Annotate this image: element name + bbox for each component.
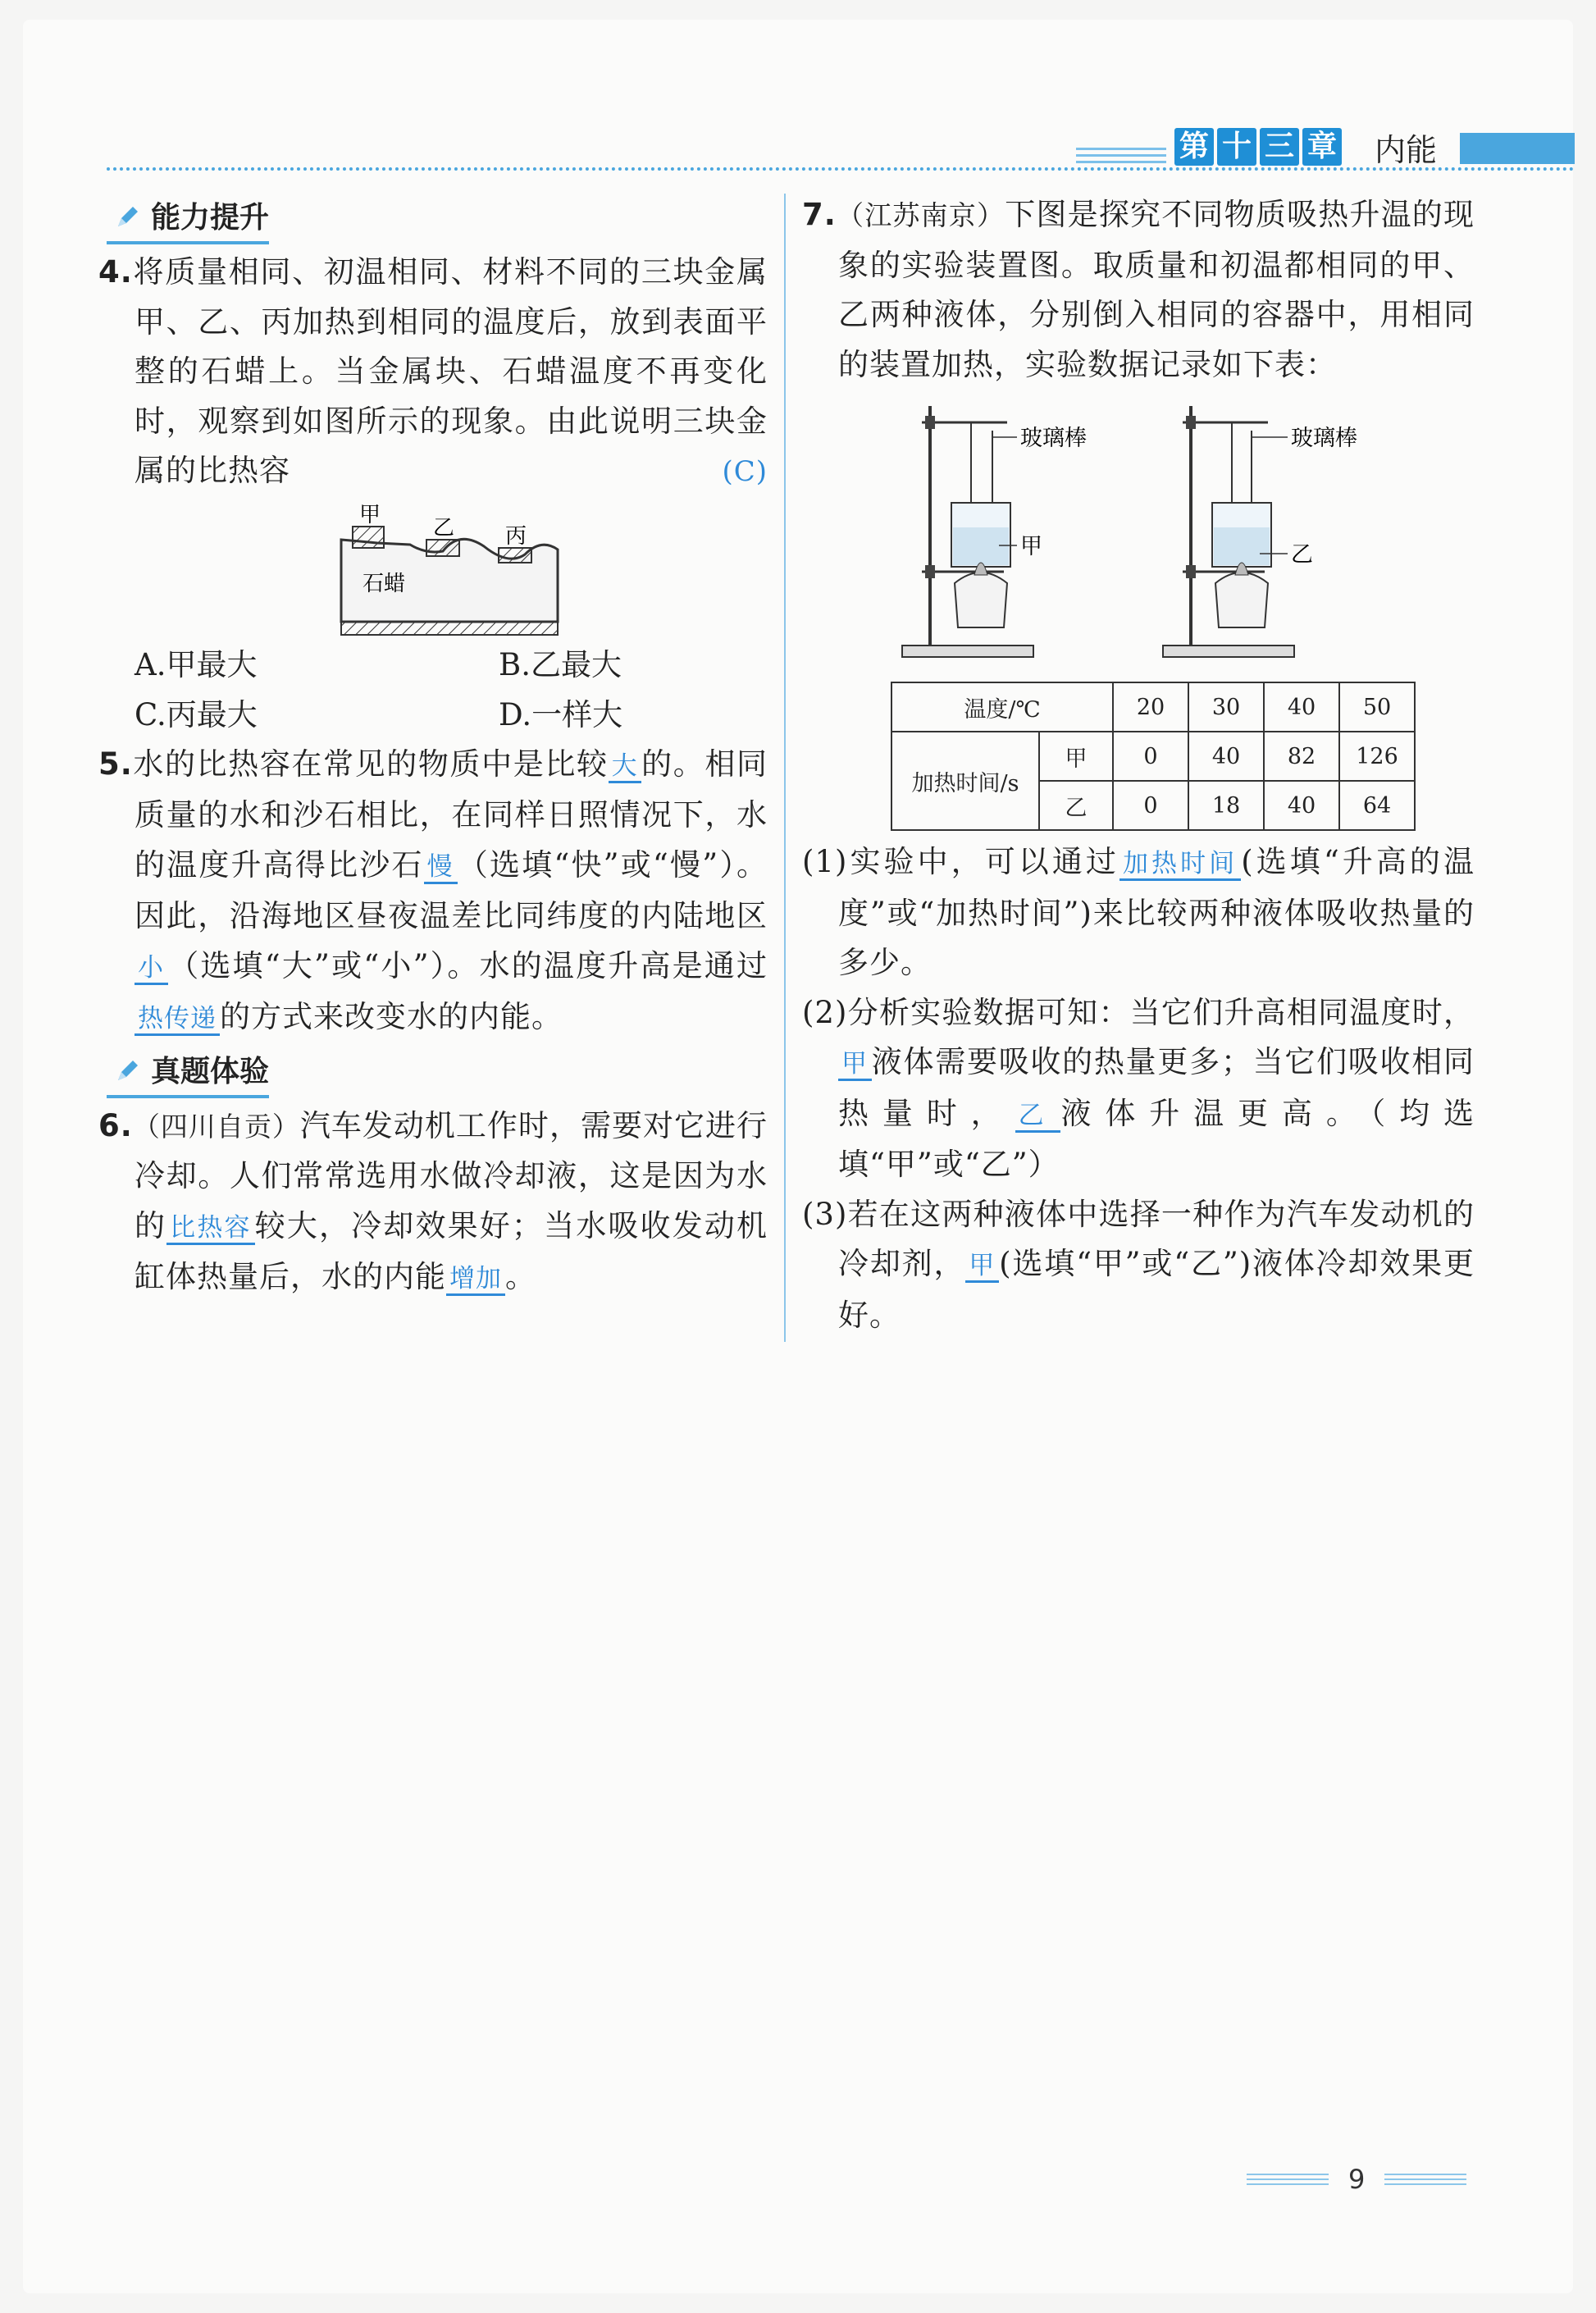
question-text: 将质量相同、初温相同、材料不同的三块金属甲、乙、丙加热到相同的温度后，放到表面平整的石蜡上。当金属块、石蜡温度不再变化时，观察到如图所示的现象。由此说明三块金属的比热容 — [132, 254, 768, 488]
question-source: （四川自贡） — [132, 1110, 300, 1143]
footer-decoration-left — [1247, 2170, 1329, 2188]
answer-blank: 热传递 — [135, 1004, 220, 1036]
question-4 — [98, 248, 768, 496]
chapter-char: 第 — [1174, 128, 1214, 166]
label-jia: 甲 — [359, 502, 381, 527]
question-7-part-1 — [802, 837, 1475, 988]
option-a: A.甲最大 — [135, 646, 258, 682]
answer-choice: C — [733, 455, 756, 488]
answer-bracket — [722, 446, 768, 497]
section-title-ability — [107, 195, 269, 244]
chapter-label — [1174, 128, 1342, 166]
table-sub-label: 甲 — [1039, 732, 1113, 781]
apparatus-yi — [1163, 406, 1357, 657]
footer-decoration-right — [1384, 2170, 1466, 2188]
paren-close: ) — [755, 455, 768, 488]
glass-rod-label: 玻璃棒 — [1020, 426, 1087, 451]
question-text: 的方式来改变水的内能。 — [220, 999, 563, 1034]
question-5 — [98, 740, 768, 1044]
question-6 — [98, 1102, 768, 1304]
metal-block-yi — [426, 540, 459, 556]
apparatus-jia — [902, 406, 1087, 657]
question-7 — [802, 190, 1475, 390]
label-bing: 丙 — [505, 523, 527, 549]
table-cell: 126 — [1339, 732, 1415, 781]
liquid-label-jia: 甲 — [1020, 534, 1042, 559]
glass-rod-label: 玻璃棒 — [1291, 426, 1357, 451]
table-cell: 82 — [1264, 732, 1339, 781]
question-number: 7. — [802, 197, 837, 232]
table-row-label: 加热时间/s — [891, 732, 1039, 830]
answer-blank: 增加 — [446, 1264, 505, 1296]
left-column — [98, 190, 768, 1304]
right-column — [802, 190, 1475, 1340]
header-accent-bar — [1460, 133, 1575, 164]
answer-blank: 大 — [609, 751, 642, 783]
question-text: 液体升温更高。（均选填“甲”或“乙”） — [838, 1095, 1475, 1182]
question-number: 4. — [98, 254, 133, 290]
pencil-icon — [115, 205, 139, 230]
table-cell: 0 — [1113, 732, 1188, 781]
chapter-title: 内能 — [1375, 132, 1438, 168]
question-text: 较大，冷却效果好；当水吸收发动机缸体热量后，水的内能 — [135, 1207, 768, 1294]
question-text: 液体需要吸收的热量更多；当它们吸收相同热量时， — [838, 1044, 1475, 1131]
column-divider — [784, 194, 786, 1342]
answer-blank: 甲 — [965, 1251, 999, 1283]
table-header-cell: 50 — [1339, 682, 1415, 732]
chapter-char: 章 — [1302, 128, 1342, 166]
question-text: 下图是探究不同物质吸热升温的现象的实验装置图。取质量和初温都相同的甲、乙两种液体，分别倒入相同的容器中，用相同的装置加热，实验数据记录如下表： — [838, 197, 1475, 382]
answer-blank: 乙 — [1015, 1101, 1061, 1133]
question-number: 6. — [98, 1107, 133, 1143]
answer-blank: 慢 — [424, 852, 458, 884]
answer-blank: 加热时间 — [1119, 849, 1241, 881]
table-cell: 40 — [1188, 732, 1264, 781]
hatched-base — [341, 622, 558, 635]
table-row — [891, 732, 1415, 781]
table-cell: 64 — [1339, 781, 1415, 830]
pencil-icon — [115, 1059, 139, 1084]
question-source: （江苏南京） — [836, 199, 1005, 231]
page-footer — [1247, 2164, 1466, 2195]
chapter-char: 三 — [1260, 128, 1299, 166]
section-title-text: 真题体验 — [151, 1054, 270, 1088]
question-7-part-2 — [802, 988, 1475, 1190]
heating-apparatus-figure — [802, 390, 1475, 668]
wax-figure — [98, 497, 768, 636]
option-b: B.乙最大 — [499, 646, 622, 682]
header-decoration-lines — [1076, 148, 1166, 167]
label-yi: 乙 — [433, 515, 455, 541]
table-cell: 40 — [1264, 781, 1339, 830]
question-text: (2)分析实验数据可知：当它们升高相同温度时， — [802, 994, 1475, 1030]
table-row — [891, 682, 1415, 732]
paren-open: ( — [722, 455, 734, 488]
question-7-part-3 — [802, 1190, 1475, 1341]
experiment-data-table — [891, 682, 1416, 831]
question-text: （选填“大”或“小”）。水的温度升高是通过 — [168, 947, 768, 983]
answer-blank: 小 — [135, 953, 168, 985]
question-text: （选填“快”或“慢”）。因此，沿海地区昼夜温差比同纬度的内陆地区 — [135, 846, 768, 933]
option-c: C.丙最大 — [135, 696, 258, 732]
table-cell: 0 — [1113, 781, 1188, 830]
table-cell: 18 — [1188, 781, 1264, 830]
answer-blank: 甲 — [838, 1049, 872, 1081]
section-title-real-exam — [107, 1049, 269, 1098]
table-sub-label: 乙 — [1039, 781, 1113, 830]
table-header-cell: 20 — [1113, 682, 1188, 732]
question-text: 的。相同质量的水和沙石相比，在同样日照情况下，水的温度升高得比沙石 — [135, 746, 768, 883]
section-title-text: 能力提升 — [151, 201, 270, 235]
question-text: 水的比热容在常见的物质中是比较 — [132, 746, 609, 782]
label-wax: 石蜡 — [363, 571, 406, 596]
question-4-options — [98, 640, 768, 740]
question-number: 5. — [98, 746, 133, 782]
table-header-cell: 30 — [1188, 682, 1264, 732]
metal-block-jia — [353, 527, 384, 548]
question-text: 。 — [505, 1259, 536, 1294]
liquid-label-yi: 乙 — [1291, 542, 1313, 568]
page-number: 9 — [1348, 2164, 1366, 2195]
question-text: (1)实验中，可以通过 — [802, 844, 1119, 879]
chapter-char: 十 — [1217, 128, 1256, 166]
table-header-cell: 温度/℃ — [891, 682, 1113, 732]
header-dotted-rule — [107, 167, 1575, 171]
answer-blank: 比热容 — [166, 1213, 254, 1245]
option-d: D.一样大 — [499, 696, 623, 732]
question-text: (选填“升高的温度”或“加热时间”)来比较两种液体吸收热量的多少。 — [838, 844, 1475, 980]
question-text: (选填“甲”或“乙”)液体冷却效果更好。 — [838, 1246, 1475, 1333]
question-text: 汽车发动机工作时，需要对它进行冷却。人们常常选用水做冷却液，这是因为水的 — [135, 1107, 768, 1243]
question-text: (3)若在这两种液体中选择一种作为汽车发动机的冷却剂， — [802, 1196, 1475, 1281]
table-header-cell: 40 — [1264, 682, 1339, 732]
metal-block-bing — [499, 548, 531, 563]
